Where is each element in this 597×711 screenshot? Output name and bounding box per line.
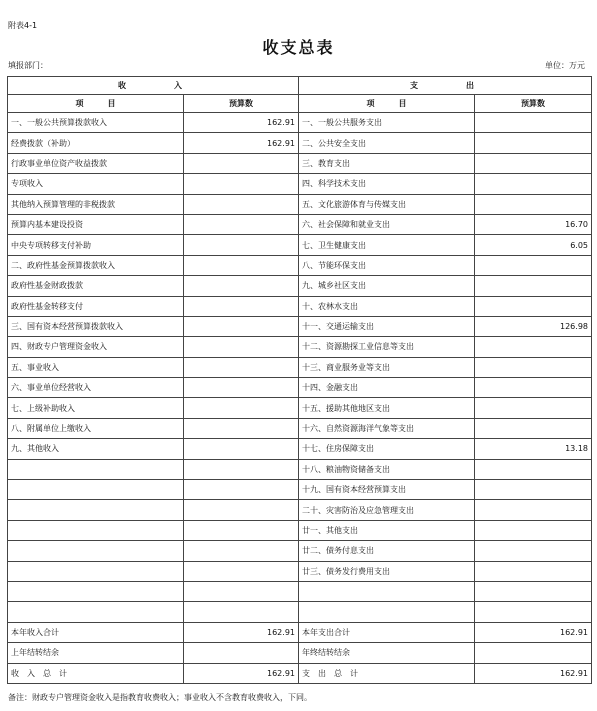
table-row [8,276,592,296]
expense-item-cell: 十一、交通运输支出 [299,316,475,336]
income-section-header: 收 入 [8,77,299,95]
expense-budget-cell [475,643,592,663]
income-budget-cell [184,276,299,296]
income-item-cell: 经费拨款（补助） [8,133,184,153]
table-row [8,337,592,357]
expense-item-cell: 一、一般公共服务支出 [299,113,475,133]
income-budget-cell [184,643,299,663]
income-item-cell [8,480,184,500]
table-row [8,418,592,438]
expense-item-cell: 六、社会保障和就业支出 [299,214,475,234]
income-budget-cell [184,255,299,275]
expense-item-cell: 十七、住房保障支出 [299,439,475,459]
income-item-cell [8,581,184,601]
table-row [8,174,592,194]
expense-budget-cell [475,520,592,540]
income-budget-cell [184,541,299,561]
expense-budget-cell: 13.18 [475,439,592,459]
table-row [8,153,592,173]
income-item-cell: 行政事业单位资产收益拨款 [8,153,184,173]
appendix-number: 附表4-1 [8,21,38,30]
expense-item-cell: 十二、资源勘探工业信息等支出 [299,337,475,357]
expense-budget-cell: 16.70 [475,214,592,234]
table-row [8,296,592,316]
income-item-cell: 收 入 总 计 [8,663,184,683]
expense-item-cell: 十六、自然资源海洋气象等支出 [299,418,475,438]
expense-item-cell: 八、节能环保支出 [299,255,475,275]
expense-item-cell: 二、公共安全支出 [299,133,475,153]
income-item-cell [8,520,184,540]
expense-budget-cell [475,276,592,296]
expense-item-cell: 三、教育支出 [299,153,475,173]
expense-budget-cell [475,357,592,377]
unit-label: 单位：万元 [545,61,585,70]
income-item-cell: 七、上级补助收入 [8,398,184,418]
expense-item-cell: 十八、粮油物资储备支出 [299,459,475,479]
table-row [8,520,592,540]
income-item-cell: 预算内基本建设投资 [8,214,184,234]
table-row [8,398,592,418]
table-row [8,643,592,663]
expense-item-cell [299,602,475,622]
expense-budget-cell [475,153,592,173]
expense-budget-cell: 162.91 [475,663,592,683]
table-row [8,235,592,255]
reporting-dept-label: 填报部门： [8,61,48,70]
income-budget-cell [184,153,299,173]
income-budget-cell [184,602,299,622]
page-title: 收支总表 [262,38,335,57]
income-item-cell: 八、附属单位上缴收入 [8,418,184,438]
income-budget-cell [184,357,299,377]
expense-budget-cell [475,133,592,153]
income-budget-cell [184,581,299,601]
table-row [8,378,592,398]
expense-section-header: 支 出 [299,77,592,95]
table-row [8,602,592,622]
expense-item-cell: 廿三、债务发行费用支出 [299,561,475,581]
expense-budget-cell [475,255,592,275]
income-item-cell: 政府性基金财政拨款 [8,276,184,296]
income-budget-cell [184,174,299,194]
income-budget-cell [184,439,299,459]
income-budget-cell [184,561,299,581]
expense-item-cell: 廿一、其他支出 [299,520,475,540]
table-row [8,255,592,275]
expense-budget-cell [475,541,592,561]
expense-item-cell [299,581,475,601]
income-item-cell: 专项收入 [8,174,184,194]
table-row [8,459,592,479]
expense-item-cell: 十、农林水支出 [299,296,475,316]
expense-budget-cell [475,561,592,581]
expense-budget-cell [475,418,592,438]
income-item-cell: 四、财政专户管理资金收入 [8,337,184,357]
expense-budget-cell: 6.05 [475,235,592,255]
expense-item-cell: 支 出 总 计 [299,663,475,683]
income-budget-cell [184,398,299,418]
income-budget-cell [184,480,299,500]
income-budget-cell [184,520,299,540]
table-row [8,480,592,500]
income-item-cell [8,459,184,479]
income-budget-cell: 162.91 [184,113,299,133]
expense-item-cell: 十三、商业服务业等支出 [299,357,475,377]
income-budget-header: 预算数 [184,95,299,113]
expense-budget-cell [475,194,592,214]
income-budget-cell: 162.91 [184,663,299,683]
table-row [8,500,592,520]
income-expense-table [7,76,592,684]
income-item-cell: 六、事业单位经营收入 [8,378,184,398]
expense-budget-cell [475,500,592,520]
income-budget-cell [184,337,299,357]
income-item-cell: 九、其他收入 [8,439,184,459]
income-budget-cell [184,194,299,214]
income-budget-cell [184,235,299,255]
expense-item-cell: 本年支出合计 [299,622,475,642]
income-item-cell: 本年收入合计 [8,622,184,642]
income-budget-cell [184,459,299,479]
income-item-cell: 一、一般公共预算拨款收入 [8,113,184,133]
expense-item-cell: 年终结转结余 [299,643,475,663]
income-item-header: 项 目 [8,95,184,113]
expense-item-cell: 五、文化旅游体育与传媒支出 [299,194,475,214]
expense-item-cell: 七、卫生健康支出 [299,235,475,255]
table-row [8,357,592,377]
expense-budget-cell [475,459,592,479]
expense-budget-cell [475,378,592,398]
income-item-cell [8,541,184,561]
income-budget-cell [184,316,299,336]
income-budget-cell [184,378,299,398]
table-row [8,581,592,601]
expense-budget-cell: 162.91 [475,622,592,642]
table-row [8,439,592,459]
income-budget-cell: 162.91 [184,133,299,153]
income-budget-cell: 162.91 [184,622,299,642]
table-row [8,214,592,234]
income-item-cell: 上年结转结余 [8,643,184,663]
expense-item-cell: 十四、金融支出 [299,378,475,398]
expense-item-cell: 廿二、债务付息支出 [299,541,475,561]
income-item-cell [8,602,184,622]
table-row [8,113,592,133]
expense-budget-cell: 126.98 [475,316,592,336]
table-row [8,316,592,336]
table-row [8,541,592,561]
expense-budget-cell [475,480,592,500]
expense-item-cell: 九、城乡社区支出 [299,276,475,296]
expense-item-cell: 十九、国有资本经营预算支出 [299,480,475,500]
income-item-cell: 政府性基金转移支付 [8,296,184,316]
expense-item-cell: 十五、援助其他地区支出 [299,398,475,418]
expense-budget-cell [475,602,592,622]
table-row [8,133,592,153]
expense-budget-cell [475,113,592,133]
table-row [8,561,592,581]
expense-budget-cell [475,296,592,316]
table-row [8,622,592,642]
expense-item-cell: 二十、灾害防治及应急管理支出 [299,500,475,520]
income-budget-cell [184,500,299,520]
income-item-cell [8,500,184,520]
income-budget-cell [184,296,299,316]
income-item-cell: 二、政府性基金预算拨款收入 [8,255,184,275]
income-item-cell: 三、国有资本经营预算拨款收入 [8,316,184,336]
table-row [8,194,592,214]
income-item-cell: 其他纳入预算管理的非税拨款 [8,194,184,214]
section-header-row [8,77,592,95]
income-item-cell [8,561,184,581]
expense-budget-cell [475,398,592,418]
column-header-row [8,95,592,113]
income-budget-cell [184,418,299,438]
expense-budget-cell [475,337,592,357]
income-item-cell: 五、事业收入 [8,357,184,377]
footnote: 备注：财政专户管理资金收入是指教育收费收入；事业收入不含教育收费收入，下同。 [8,693,312,702]
expense-item-header: 项 目 [299,95,475,113]
expense-item-cell: 四、科学技术支出 [299,174,475,194]
income-budget-cell [184,214,299,234]
table-row [8,663,592,683]
income-item-cell: 中央专项转移支付补助 [8,235,184,255]
expense-budget-header: 预算数 [475,95,592,113]
expense-budget-cell [475,174,592,194]
expense-budget-cell [475,581,592,601]
